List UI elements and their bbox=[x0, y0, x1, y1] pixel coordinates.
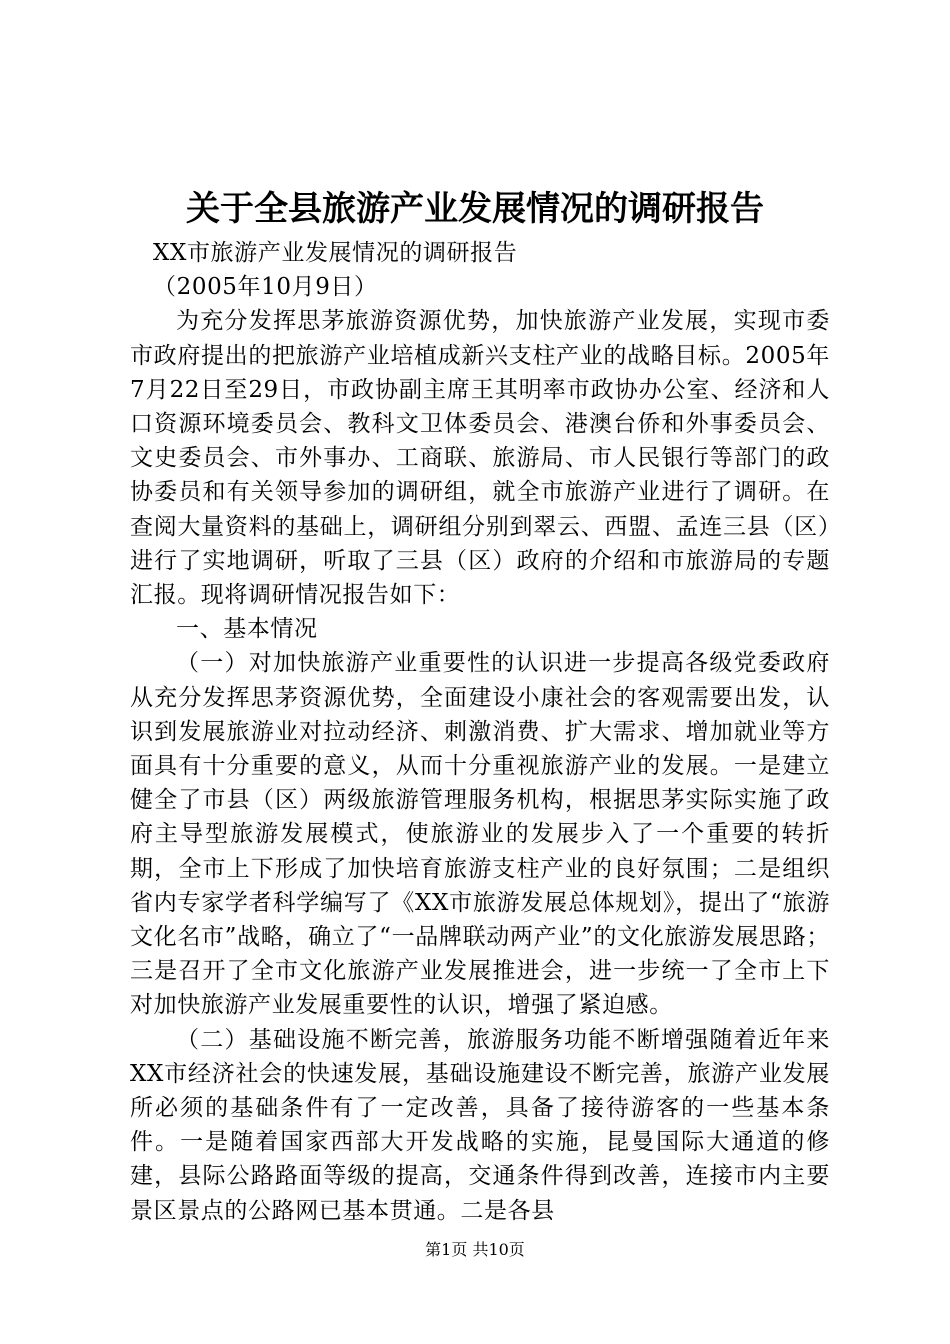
paragraph-intro: 为充分发挥思茅旅游资源优势，加快旅游产业发展，实现市委市政府提出的把旅游产业培植成新兴支柱产业的战略目标。2005年7月22日至29日，市政协副主席王其明率市政协办公室、经济和人口资源环境委员会、教科文卫体委员会、港澳台侨和外事委员会、文史委员会、市外事办、工商联、旅游局、市人民银行等部门的政协委员和有关领导参加的调研组，就全市旅游产业进行了调研。在查阅大量资料的基础上，调研组分别到翠云、西盟、孟连三县（区）进行了实地调研，听取了三县（区）政府的介绍和市旅游局的专题汇报。现将调研情况报告如下： bbox=[130, 308, 830, 609]
document-date: （2005年10月9日） bbox=[153, 274, 378, 301]
document-subtitle: XX市旅游产业发展情况的调研报告 bbox=[153, 240, 518, 266]
paragraph-section-2: （二）基础设施不断完善，旅游服务功能不断增强随着近年来XX市经济社会的快速发展，基础设施建设不断完善，旅游产业发展所必须的基础条件有了一定改善，具备了接待游客的一些基本条件。一是随着国家西部大开发战略的实施，昆曼国际大通道的修建，县际公路路面等级的提高，交通条件得到改善，连接市内主要景区景点的公路网已基本贯通。二是各县 bbox=[130, 1026, 830, 1224]
document-body bbox=[130, 236, 830, 1228]
section-heading-basic-situation: 一、基本情况 bbox=[176, 616, 318, 643]
paragraph-section-1: （一）对加快旅游产业重要性的认识进一步提高各级党委政府从充分发挥思茅资源优势，全面建设小康社会的客观需要出发，认识到发展旅游业对拉动经济、刺激消费、扩大需求、增加就业等方面具有十分重要的意义，从而十分重视旅游产业的发展。一是建立健全了市县（区）两级旅游管理服务机构，根据思茅实际实施了政府主导型旅游发展模式，使旅游业的发展步入了一个重要的转折期，全市上下形成了加快培育旅游支柱产业的良好氛围；二是组织省内专家学者科学编写了《XX市旅游发展总体规划》，提出了“旅游文化名市”战略，确立了“一品牌联动两产业”的文化旅游发展思路；三是召开了全市文化旅游产业发展推进会，进一步统一了全市上下对加快旅游产业发展重要性的认识，增强了紧迫感。 bbox=[130, 650, 830, 1019]
document-title: 关于全县旅游产业发展情况的调研报告 bbox=[186, 189, 764, 229]
page-number-footer: 第1页 共10页 bbox=[425, 1240, 525, 1259]
